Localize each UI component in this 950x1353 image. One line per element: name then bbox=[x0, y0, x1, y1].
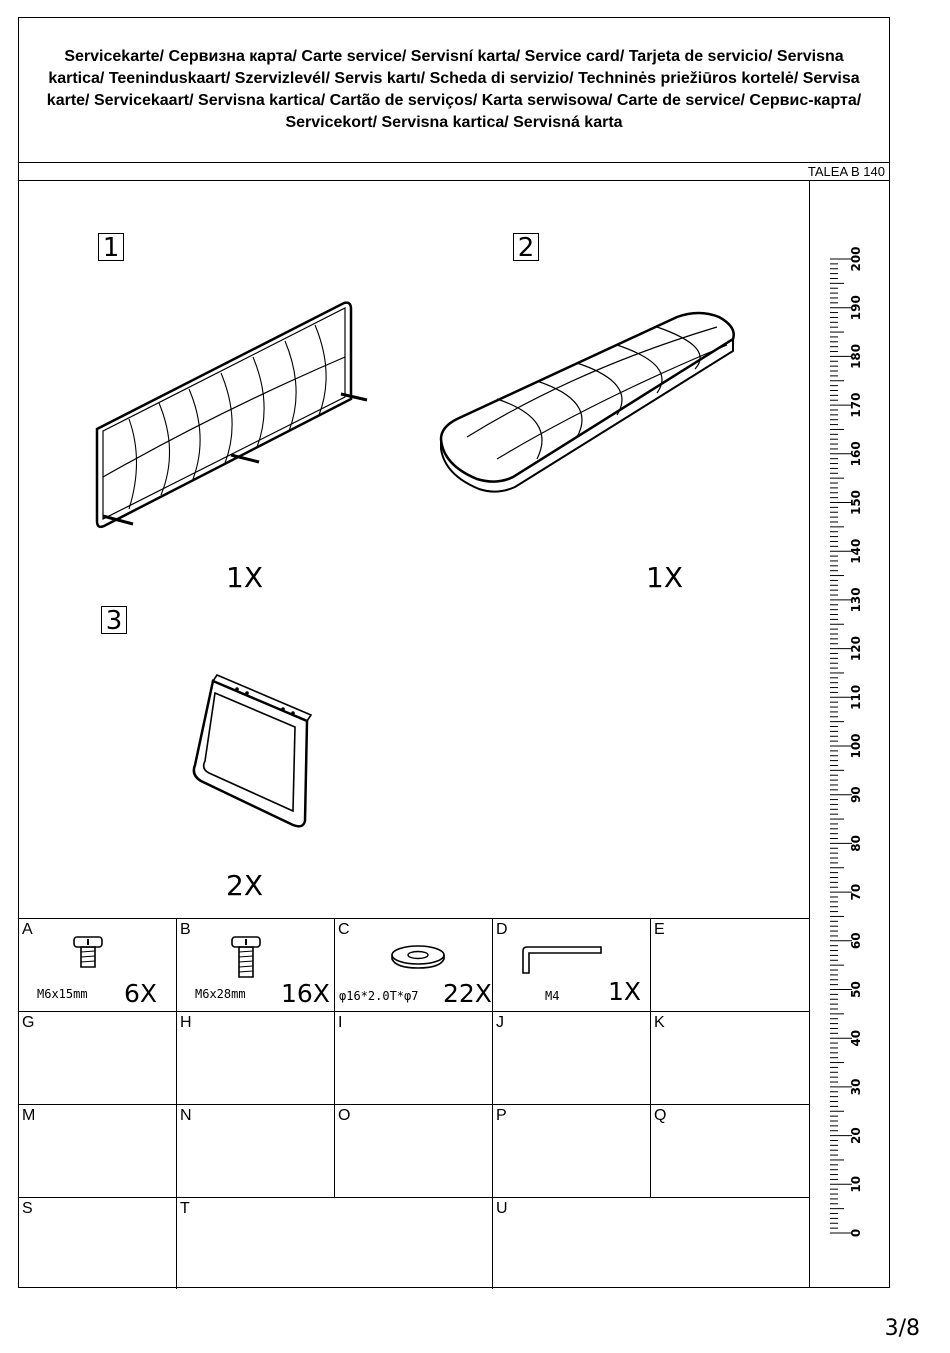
cell-letter: M bbox=[22, 1107, 36, 1124]
cell-letter: K bbox=[654, 1014, 665, 1031]
part-3-number: 3 bbox=[101, 606, 127, 634]
cell-letter: H bbox=[180, 1014, 192, 1031]
ruler-label: 120 bbox=[849, 636, 863, 662]
page-title: Servicekarte/ Сервизна карта/ Carte service/ Servisní karta/ Service card/ Tarjeta de servicio/ Servisna kartica/ Teeninduskaart/ Szervizlevél/ Servis kartı/ Scheda di servizio/ Techninės priežiūros kortelė/ Servisa karte/ Servicekaart/ Servisna kartica/ Cartão de serviços/ Karta serwisowa/ Carte de service/ Сервис-карта/ Servicekort/ Servisna kartica/ Servisná karta bbox=[46, 48, 862, 131]
ruler-label: 100 bbox=[849, 733, 863, 759]
ruler-label: 90 bbox=[849, 786, 863, 804]
cell-letter: D bbox=[496, 921, 508, 938]
ruler-label: 160 bbox=[849, 441, 863, 467]
part-2-number: 2 bbox=[513, 233, 539, 261]
allen-key-icon bbox=[521, 945, 605, 979]
cell-letter: I bbox=[338, 1014, 343, 1031]
ruler-label: 130 bbox=[849, 587, 863, 613]
hardware-cell-c bbox=[335, 919, 493, 1012]
cell-letter: B bbox=[180, 921, 191, 938]
hardware-cell-s bbox=[19, 1198, 177, 1289]
hardware-cell-b bbox=[177, 919, 335, 1012]
cell-letter: P bbox=[496, 1107, 507, 1124]
title-box bbox=[19, 18, 889, 163]
seat-cushion-icon bbox=[437, 309, 747, 494]
ruler-label: 0 bbox=[849, 1228, 863, 1238]
part-2-quantity: 1X bbox=[646, 561, 683, 594]
ruler-label: 170 bbox=[849, 392, 863, 418]
cell-letter: J bbox=[496, 1014, 504, 1031]
cell-letter: U bbox=[496, 1200, 508, 1217]
ruler-label: 200 bbox=[849, 246, 863, 272]
parts-area bbox=[19, 181, 810, 918]
hardware-cell-h bbox=[177, 1012, 335, 1105]
ruler-label: 140 bbox=[849, 538, 863, 564]
hardware-cell-j bbox=[493, 1012, 651, 1105]
hardware-spec: M6x28mm bbox=[195, 987, 246, 1001]
service-card-frame bbox=[18, 17, 890, 1288]
ruler-label: 50 bbox=[849, 981, 863, 998]
cell-letter: S bbox=[22, 1200, 33, 1217]
hardware-quantity: 6X bbox=[124, 979, 158, 1008]
page-number: 3/8 bbox=[884, 1316, 920, 1341]
hardware-cell-a bbox=[19, 919, 177, 1012]
washer-icon bbox=[390, 943, 446, 971]
hardware-spec: M6x15mm bbox=[37, 987, 88, 1001]
part-1-quantity: 1X bbox=[226, 561, 263, 594]
hardware-cell-g bbox=[19, 1012, 177, 1105]
measurement-ruler bbox=[810, 181, 889, 1287]
hardware-cell-m bbox=[19, 1105, 177, 1198]
ruler-label: 30 bbox=[849, 1078, 863, 1096]
hardware-quantity: 16X bbox=[281, 979, 330, 1008]
model-bar bbox=[19, 163, 889, 181]
part-1-number: 1 bbox=[98, 233, 124, 261]
part-3-quantity: 2X bbox=[226, 869, 263, 902]
cell-letter: E bbox=[654, 921, 665, 938]
ruler-label: 190 bbox=[849, 295, 863, 321]
cell-letter: N bbox=[180, 1107, 192, 1124]
ruler-label: 60 bbox=[849, 932, 863, 950]
hardware-cell-t bbox=[177, 1198, 493, 1289]
ruler-label: 70 bbox=[849, 883, 863, 901]
ruler-label: 20 bbox=[849, 1127, 863, 1144]
ruler-label: 150 bbox=[849, 489, 863, 516]
ruler-label: 180 bbox=[849, 343, 863, 369]
ruler-label: 40 bbox=[849, 1029, 863, 1047]
cell-letter: A bbox=[22, 921, 33, 938]
cell-letter: Q bbox=[654, 1107, 667, 1124]
hardware-cell-d bbox=[493, 919, 651, 1012]
hardware-spec: M4 bbox=[545, 989, 560, 1003]
hardware-quantity: 22X bbox=[443, 979, 492, 1008]
ruler-label: 110 bbox=[849, 684, 863, 710]
model-name: TALEA B 140 bbox=[807, 164, 885, 179]
hardware-spec: φ16*2.0T*φ7 bbox=[339, 989, 419, 1003]
hardware-cell-u bbox=[493, 1198, 809, 1289]
cell-letter: T bbox=[180, 1200, 190, 1217]
cell-letter: G bbox=[22, 1014, 35, 1031]
hardware-cell-k bbox=[651, 1012, 809, 1105]
cell-letter: C bbox=[338, 921, 350, 938]
hardware-grid bbox=[19, 918, 810, 1288]
hardware-cell-q bbox=[651, 1105, 809, 1198]
hardware-quantity: 1X bbox=[608, 977, 642, 1006]
hardware-cell-p bbox=[493, 1105, 651, 1198]
hardware-cell-n bbox=[177, 1105, 335, 1198]
ruler-scale bbox=[810, 181, 889, 1287]
short-bolt-icon bbox=[71, 935, 105, 971]
ruler-label: 80 bbox=[849, 835, 863, 852]
ruler-label: 10 bbox=[849, 1175, 863, 1193]
metal-leg-frame-icon bbox=[187, 671, 337, 836]
long-bolt-icon bbox=[229, 935, 263, 981]
headboard-panel-icon bbox=[89, 281, 379, 531]
hardware-cell-e bbox=[651, 919, 809, 1012]
cell-letter: O bbox=[338, 1107, 351, 1124]
hardware-cell-o bbox=[335, 1105, 493, 1198]
hardware-cell-i bbox=[335, 1012, 493, 1105]
